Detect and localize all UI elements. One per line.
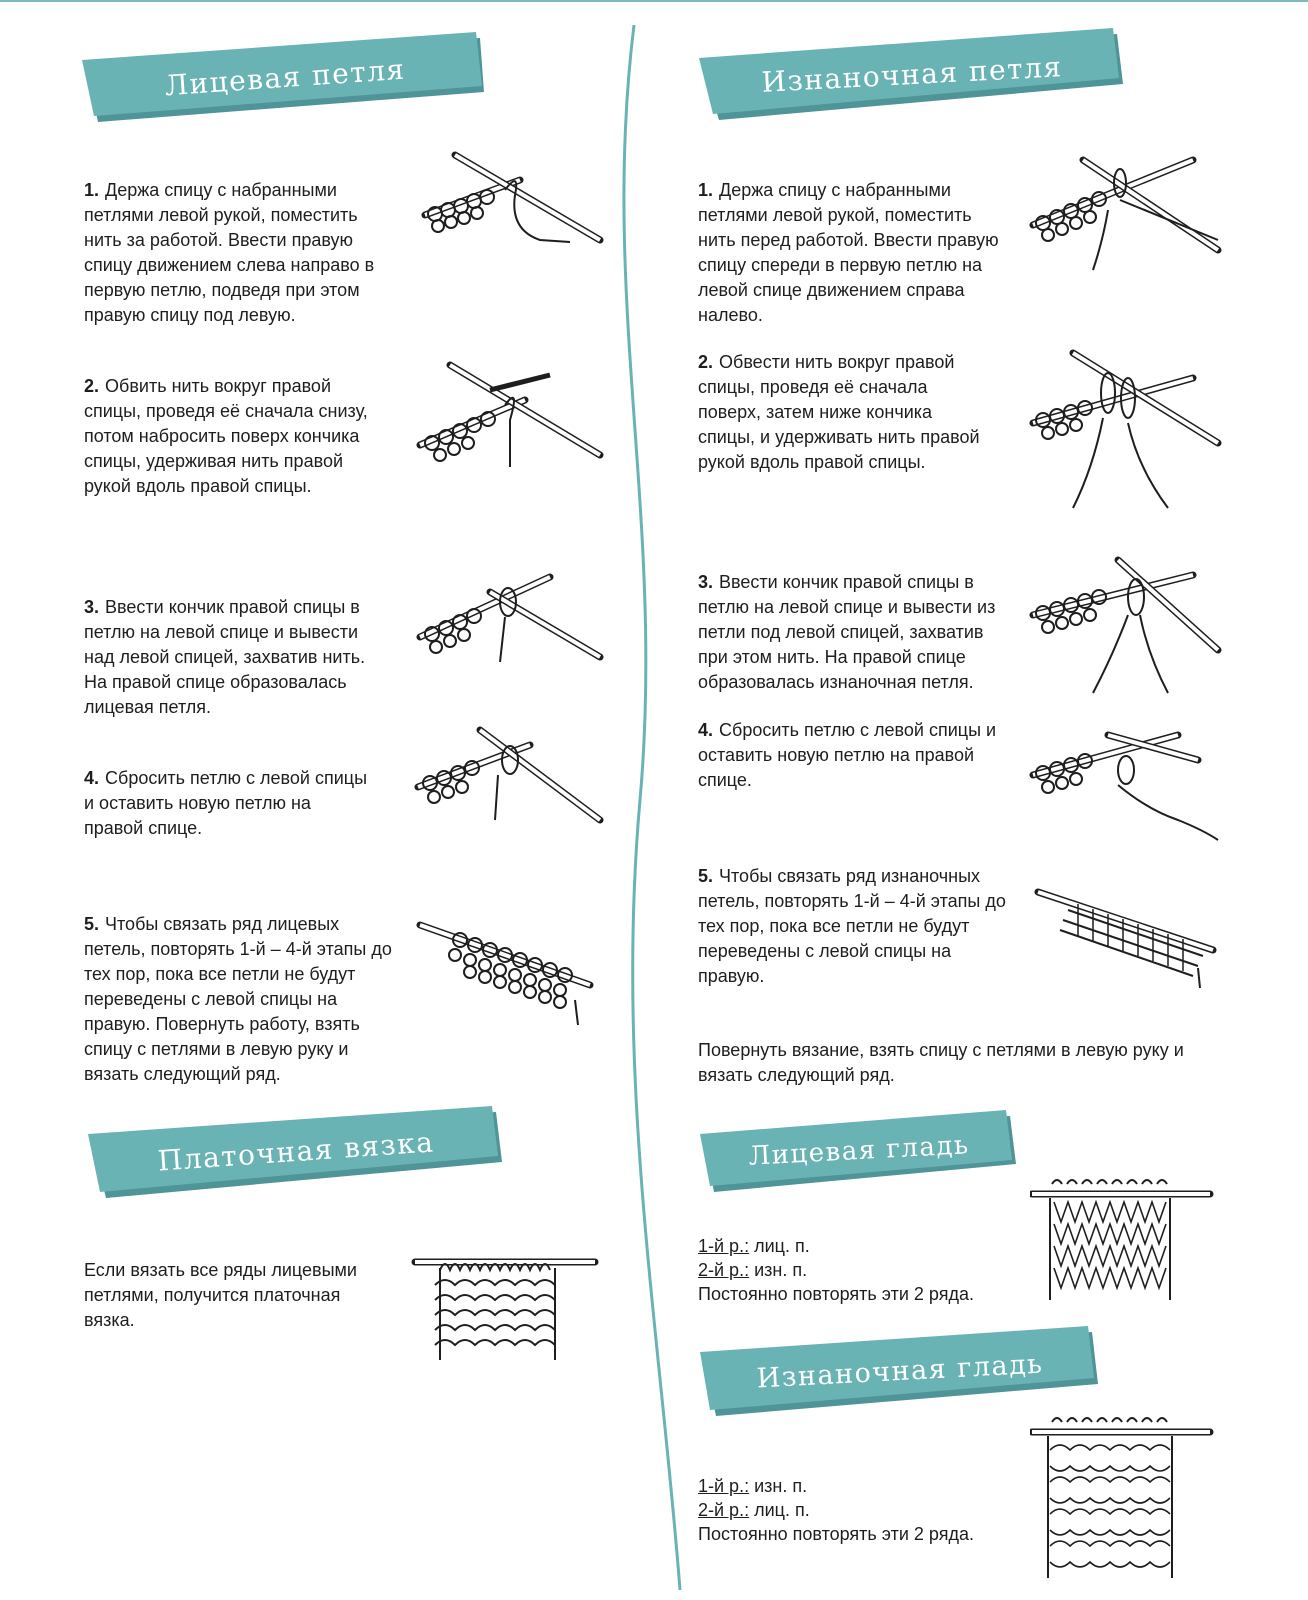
row-text: лиц. п. <box>754 1500 810 1520</box>
step-text: Обвести нить вокруг правой спицы, проведя её сначала поверх, затем ниже кончика спицы, и удерживать нить правой рукой вдоль правой спицы. <box>698 352 980 472</box>
knit-step-1 <box>84 178 384 328</box>
top-rule <box>0 0 1308 2</box>
step-text: Чтобы связать ряд изнаночных петель, повторять 1-й – 4-й этапы до тех пор, пока все петли не будут переведены с левой спицы на правую. <box>698 866 1006 986</box>
purl-step-1-illustration <box>1028 155 1223 273</box>
purl-stitch-banner <box>697 24 1127 124</box>
knit-step-5 <box>84 912 394 1087</box>
purl-row-illustration <box>1028 880 1218 990</box>
step-text: Обвить нить вокруг правой спицы, проведя её сначала снизу, потом набросить поверх кончика спицы, удерживая нить правой рукой вдоль правой спицы. <box>84 376 368 496</box>
step-text: Ввести кончик правой спицы в петлю на левой спице и вывести из петли под левой спицей, захватив при этом нить. На правой спице образовалась изнаночная петля. <box>698 572 996 692</box>
step-text: Чтобы связать ряд лицевых петель, повторять 1-й – 4-й этапы до тех пор, пока все петли не будут переведены с левой спицы на правую. Повернуть работу, взять спицу с петлями в левую руку и вязать следующий ряд. <box>84 914 392 1084</box>
knit-row-illustration <box>410 910 605 1030</box>
step-number: 5. <box>698 866 714 886</box>
step-text: Держа спицу с набранными петлями левой рукой, поместить нить за работой. Ввести правую спицу движением слева направо в первую петлю, подведя при этом правую спицу под левую. <box>84 180 375 325</box>
step-number: 1. <box>84 180 100 200</box>
garter-swatch-illustration <box>410 1240 600 1365</box>
stockinette-banner <box>698 1108 1020 1194</box>
step-text: Ввести кончик правой спицы в петлю на левой спице и вывести над левой спицей, захватив нить. На правой спице образовалась лицевая петля. <box>84 597 366 717</box>
step-number: 3. <box>698 572 714 592</box>
knit-step-2-illustration <box>410 355 605 470</box>
row-label: 2-й р.: <box>698 1260 750 1280</box>
step-number: 4. <box>698 720 714 740</box>
knit-step-4 <box>84 766 374 841</box>
purl-step-1 <box>698 178 1008 328</box>
purl-step-2 <box>698 350 993 475</box>
step-number: 3. <box>84 597 100 617</box>
banner-title: Изнаночная петля <box>760 49 1064 99</box>
stockinette-swatch-illustration <box>1030 1172 1215 1304</box>
banner-title: Платочная вязка <box>156 1124 436 1178</box>
purl-step-3 <box>698 570 1013 695</box>
row-label: 2-й р.: <box>698 1500 750 1520</box>
garter-description: Если вязать все ряды лицевыми петлями, получится платочная вязка. <box>84 1260 357 1330</box>
purl-step-5 <box>698 864 1008 989</box>
row-label: 1-й р.: <box>698 1236 750 1256</box>
banner-title: Лицевая петля <box>163 52 407 102</box>
purl-step-4 <box>698 718 998 793</box>
reverse-row-1 <box>698 1474 1018 1499</box>
reverse-row-2 <box>698 1498 1018 1523</box>
step-text: Сбросить петлю с левой спицы и оставить новую петлю на правой спице. <box>698 720 997 790</box>
stockinette-row-1 <box>698 1234 1018 1259</box>
banner-title: Изнаночная гладь <box>755 1348 1045 1394</box>
row-text: изн. п. <box>754 1260 808 1280</box>
knit-step-3 <box>84 595 374 720</box>
knit-step-2 <box>84 374 374 499</box>
banner-title: Лицевая гладь <box>747 1130 971 1172</box>
reverse-stockinette-swatch-illustration <box>1030 1410 1215 1582</box>
step-number: 2. <box>84 376 100 396</box>
knit-stitch-banner <box>80 28 490 126</box>
step-number: 4. <box>84 768 100 788</box>
purl-step-3-illustration <box>1028 555 1223 695</box>
stockinette-row-2 <box>698 1258 1018 1283</box>
garter-stitch-banner <box>86 1102 506 1200</box>
step-number: 5. <box>84 914 100 934</box>
step-text: Сбросить петлю с левой спицы и оставить новую петлю на правой спице. <box>84 768 368 838</box>
reverse-stockinette-banner <box>698 1324 1102 1418</box>
stockinette-repeat: Постоянно повторять эти 2 ряда. <box>698 1284 974 1304</box>
knit-step-1-illustration <box>410 150 605 255</box>
row-text: изн. п. <box>754 1476 808 1496</box>
purl-step-2-illustration <box>1028 348 1223 510</box>
step-number: 2. <box>698 352 714 372</box>
row-label: 1-й р.: <box>698 1476 750 1496</box>
purl-step-4-illustration <box>1028 730 1223 845</box>
step-number: 1. <box>698 180 714 200</box>
knit-step-4-illustration <box>410 725 605 825</box>
step-text: Держа спицу с набранными петлями левой рукой, поместить нить перед работой. Ввести правую спицу спереди в первую петлю на левой спице движением справа налево. <box>698 180 999 325</box>
reverse-repeat: Постоянно повторять эти 2 ряда. <box>698 1524 974 1544</box>
turn-work-note: Повернуть вязание, взять спицу с петлями в левую руку и вязать следующий ряд. <box>698 1040 1184 1085</box>
knit-step-3-illustration <box>410 572 605 667</box>
row-text: лиц. п. <box>754 1236 810 1256</box>
